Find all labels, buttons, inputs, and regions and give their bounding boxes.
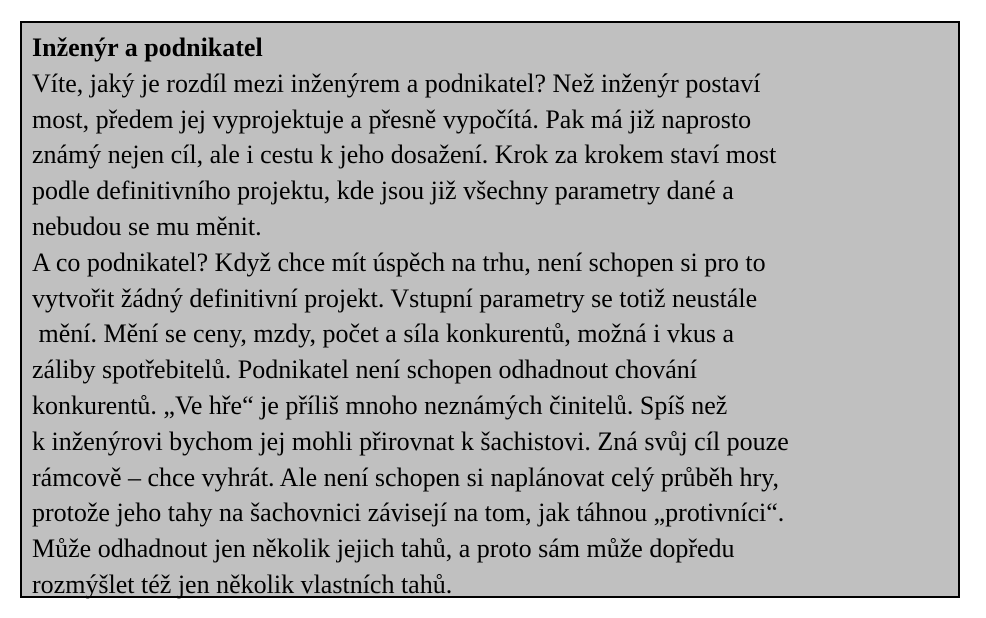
text-line: podle definitivního projektu, kde jsou již všechny parametry dané a: [32, 176, 734, 206]
text-line: rozmýšlet též jen několik vlastních tahů.: [32, 569, 453, 599]
text-line: protože jeho tahy na šachovnici závisejí na tom, jak táhnou „protivníci“.: [32, 498, 785, 528]
text-line: konkurentů. „Ve hře“ je příliš mnoho neznámých činitelů. Spíš než: [32, 390, 728, 420]
text-line: Může odhadnout jen několik jejich tahů, a proto sám může dopředu: [32, 534, 735, 564]
text-line: rámcově – chce vyhrát. Ale není schopen si naplánovat celý průběh hry,: [32, 462, 779, 492]
text-line: most, předem jej vyprojektuje a přesně vypočítá. Pak má již naprosto: [32, 104, 752, 134]
text-box: [20, 21, 960, 598]
text-line: záliby spotřebitelů. Podnikatel není schopen odhadnout chování: [32, 355, 698, 385]
document-title: Inženýr a podnikatel: [32, 33, 263, 62]
text-line: Víte, jaký je rozdíl mezi inženýrem a podnikatel? Než inženýr postaví: [32, 68, 761, 98]
text-line: A co podnikatel? Když chce mít úspěch na trhu, není schopen si pro to: [32, 247, 766, 277]
text-line: vytvořit žádný definitivní projekt. Vstupní parametry se totiž neustále: [32, 283, 758, 313]
text-line: nebudou se mu měnit.: [32, 211, 262, 241]
text-line: známý nejen cíl, ale i cestu k jeho dosažení. Krok za krokem staví most: [32, 140, 777, 170]
text-line: mění. Mění se ceny, mzdy, počet a síla konkurentů, možná i vkus a: [32, 319, 735, 349]
text-line: k inženýrovi bychom jej mohli přirovnat k šachistovi. Zná svůj cíl pouze: [32, 426, 789, 456]
